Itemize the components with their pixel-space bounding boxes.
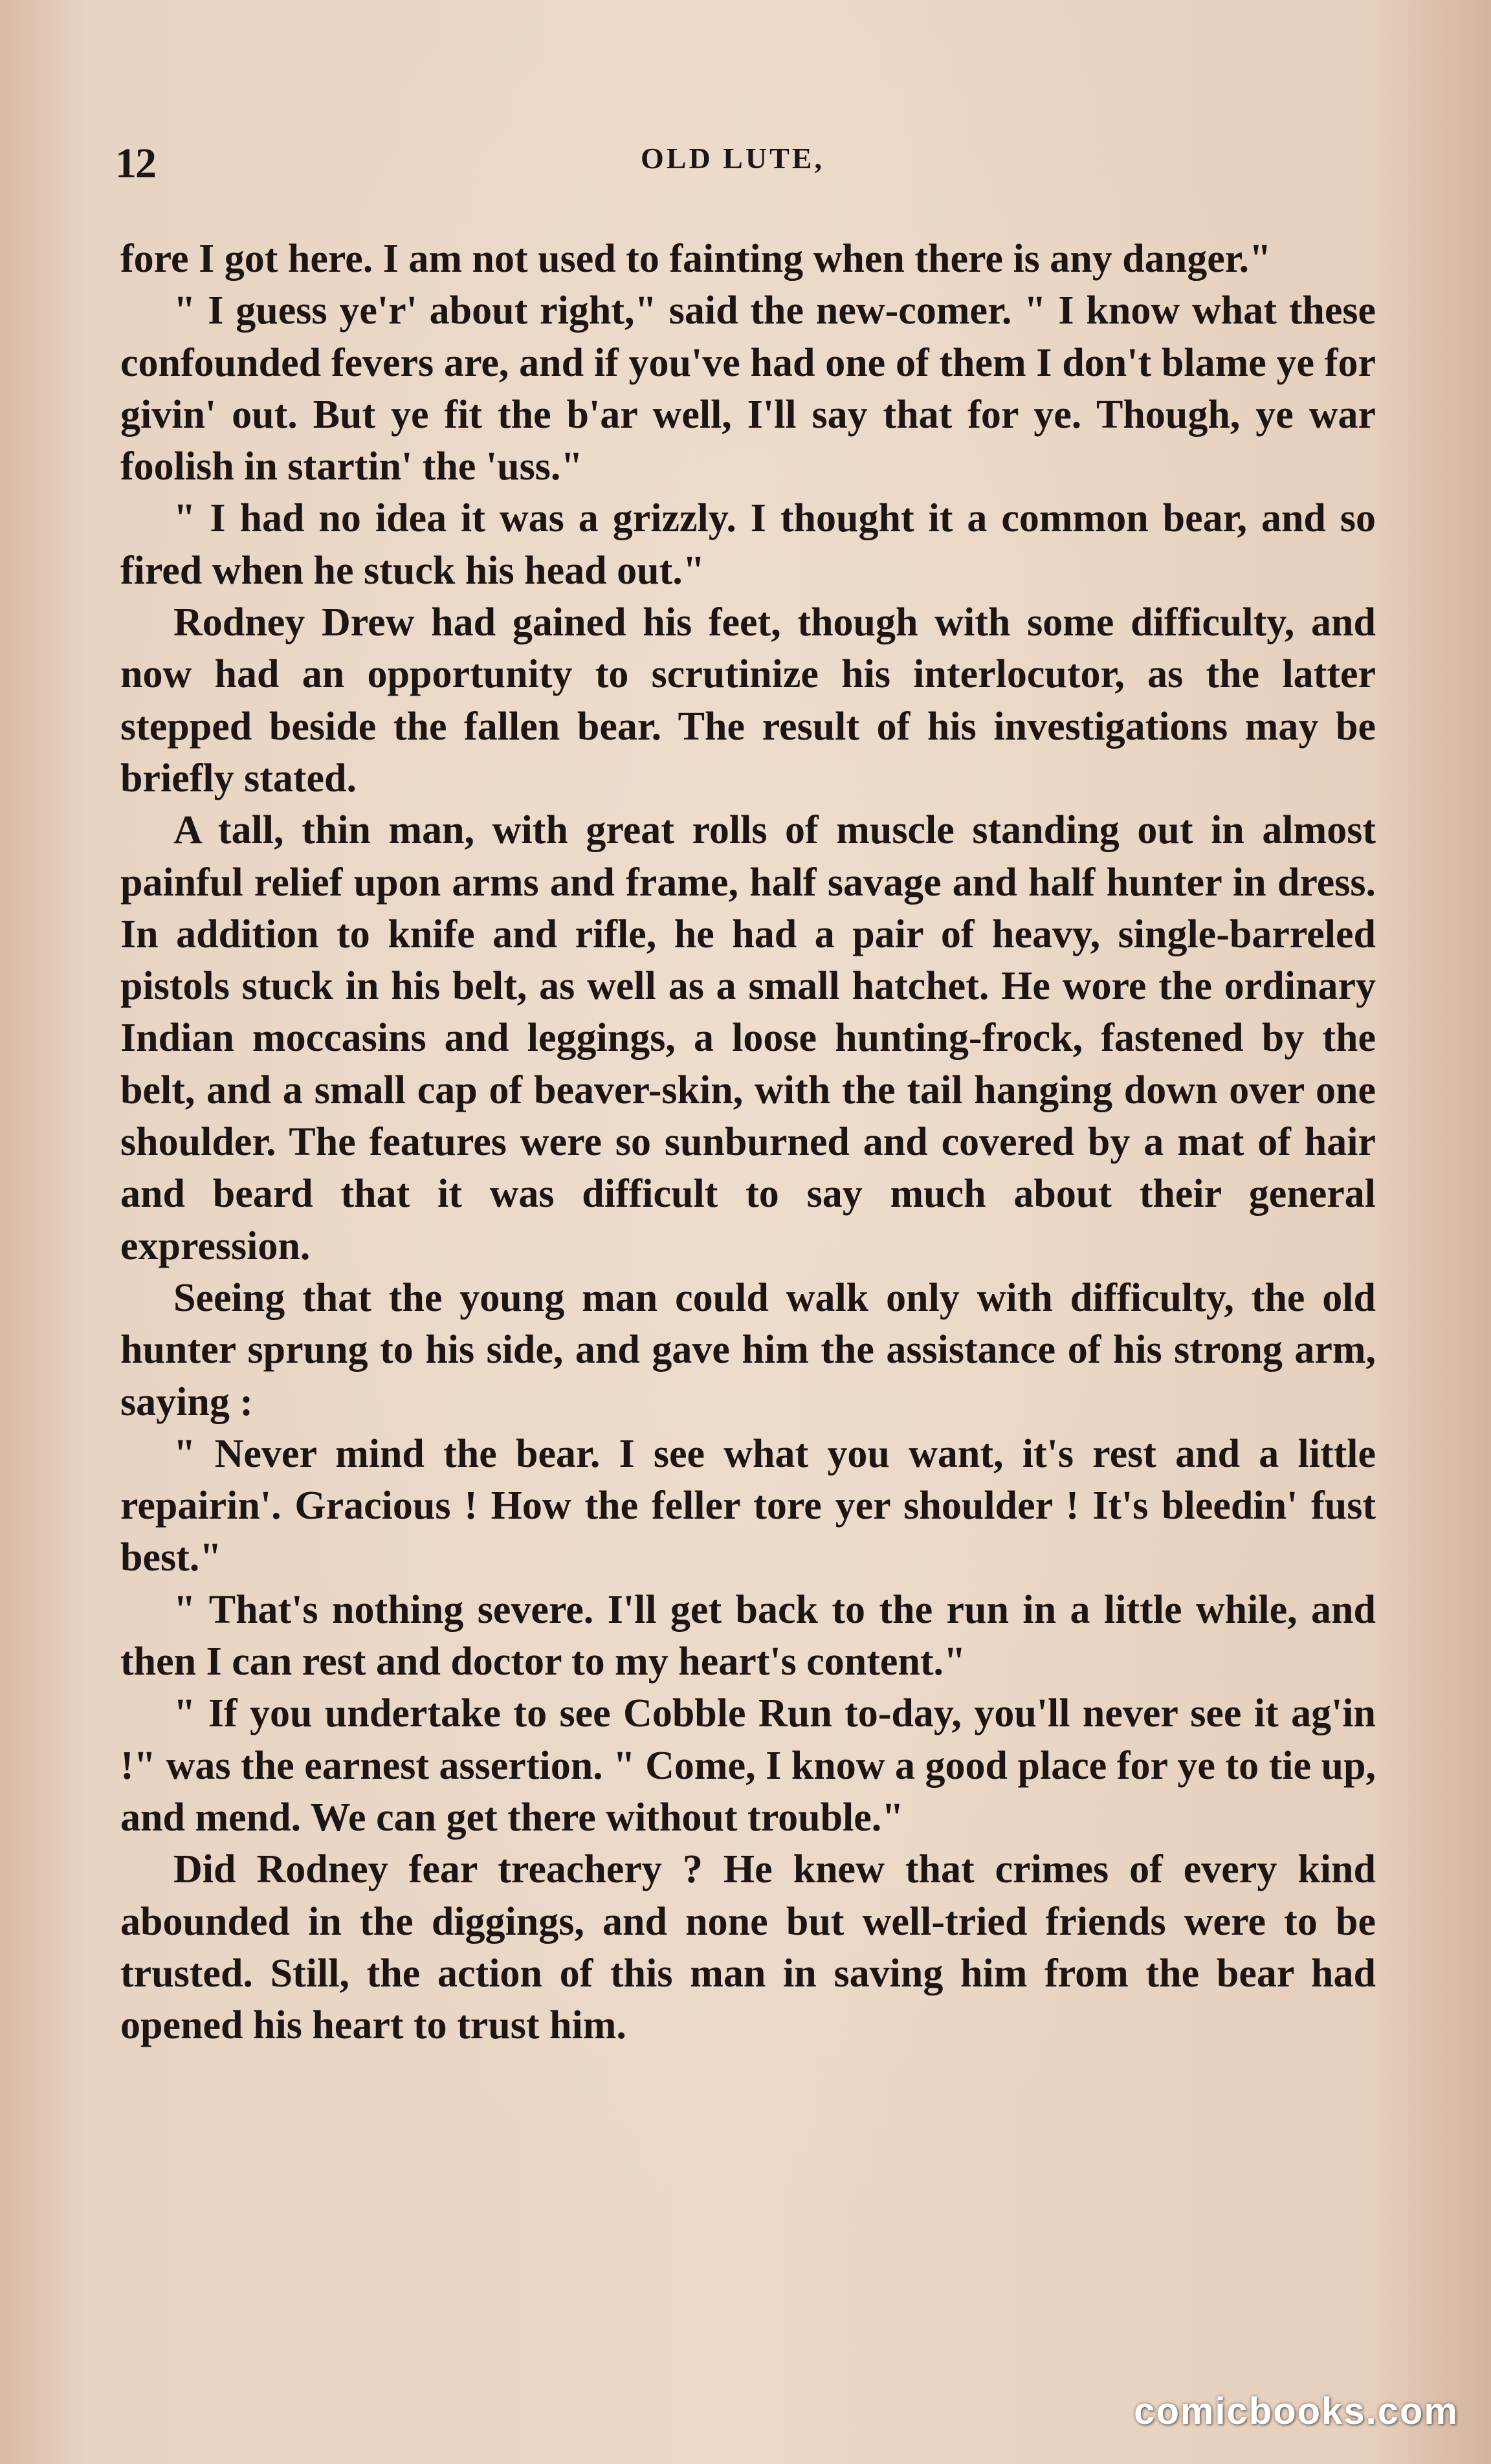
paragraph: Did Rodney fear treachery ? He knew that crimes of every kind abounded in the diggings, and none but well-tried friends were to be trusted. Still, the action of this man in saving him from the bear had opened his heart to trust him. <box>120 1847 1376 2048</box>
body-text <box>120 233 1376 2051</box>
paragraph: Seeing that the young man could walk only with difficulty, the old hunter sprung to his side, and gave him the assistance of his strong arm, saying : <box>120 1275 1376 1424</box>
paragraph: " Never mind the bear. I see what you want, it's rest and a little repairin'. Gracious ! How the feller tore yer shoulder ! It's bleedin' fust best." <box>120 1431 1376 1580</box>
paragraph: " I had no idea it was a grizzly. I thought it a common bear, and so fired when he stuck his head out." <box>120 496 1376 593</box>
page-number: 12 <box>115 140 155 187</box>
running-head: OLD LUTE, <box>641 142 824 175</box>
paragraph: Rodney Drew had gained his feet, though with some difficulty, and now had an opportunity to scrutinize his interlocutor, as the latter stepped beside the fallen bear. The result of his investigations may be briefly stated. <box>120 600 1376 800</box>
paragraph: " If you undertake to see Cobble Run to-day, you'll never see it ag'in !" was the earnest assertion. " Come, I know a good place for ye to tie up, and mend. We can get there without trouble." <box>120 1691 1376 1840</box>
paragraph: A tall, thin man, with great rolls of muscle standing out in almost painful relief upon arms and frame, half savage and half hunter in dress. In addition to knife and rifle, he had a pair of heavy, single-barreled pistols stuck in his belt, as well as a small hatchet. He wore the ordinary Indian moccasins and leggings, a loose hunting-frock, fastened by the belt, and a small cap of beaver-skin, with the tail hanging down over one shoulder. The features were so sunburned and covered by a mat of hair and beard that it was difficult to say much about their general expression. <box>120 808 1376 1268</box>
paragraph: " That's nothing severe. I'll get back to the run in a little while, and then I can rest and doctor to my heart's content." <box>120 1587 1376 1684</box>
watermark-logo: comicbooks.com <box>1134 2390 1459 2432</box>
paragraph: " I guess ye'r' about right," said the new-comer. " I know what these confounded fevers are, and if you've had one of them I don't blame ye for givin' out. But ye fit the b'ar well, I'll say that for ye. Though, ye war foolish in startin' the 'uss." <box>120 289 1376 489</box>
paragraph: fore I got here. I am not used to fainting when there is any danger." <box>120 237 1272 281</box>
